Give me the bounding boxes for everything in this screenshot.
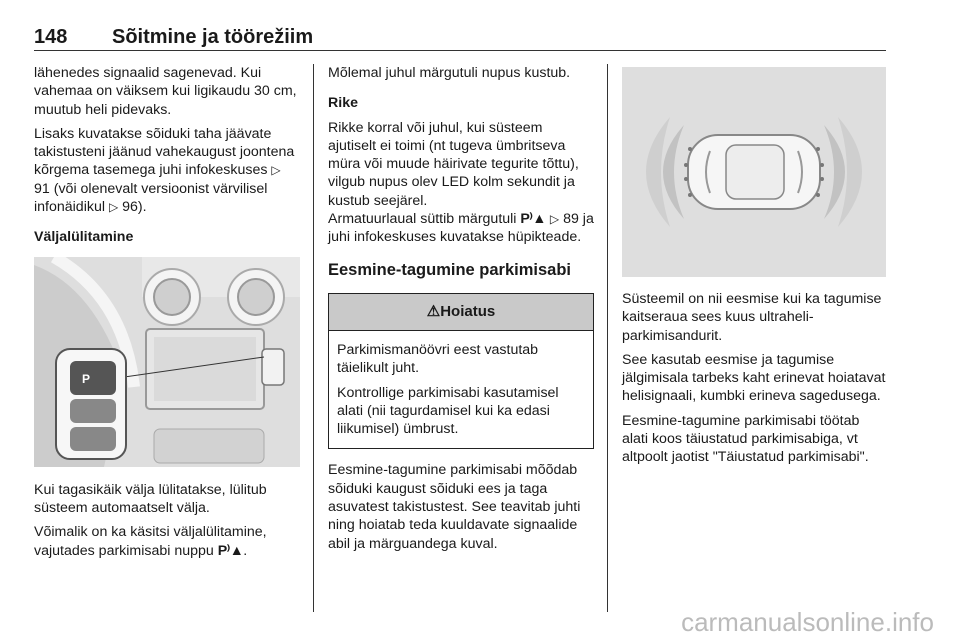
page-number: 148 (34, 26, 68, 48)
paragraph: See kasutab eesmise ja tagumise jälgimisala tarbeks kaht erinevat hoiatavat helisignaali, kumbki erineva sagedusega. (622, 351, 886, 405)
paragraph: Kui tagasikäik välja lülitatakse, lülitub süsteem automaatselt välja. (34, 481, 267, 516)
page-ref-icon: ▷ (271, 163, 281, 178)
column-1 (34, 64, 300, 566)
rike-heading: Rike (328, 95, 358, 112)
paragraph: Eesmine-tagumine parkimisabi töötab alati koos täiustatud parkimisabiga, vt altpoolt jaotist "Täiustatud parkimisabi". (622, 412, 869, 466)
paragraph: Eesmine-tagumine parkimisabi mõõdab sõiduki kaugust sõiduki ees ja taga asuvatest takistustest. See teavitab juhti ning hoiatab teda kuuldavate signaalide abil ja märguandega kuval. (328, 462, 581, 552)
column-3 (622, 290, 888, 473)
page-ref-icon: ▷ (108, 200, 119, 215)
section-heading: Eesmine-tagumine parkimisabi (328, 260, 571, 279)
chapter-title: Sõitmine ja töörežiim (112, 26, 314, 48)
watermark: carmanualsonline.info (681, 607, 934, 637)
paragraph: Lisaks kuvatakse sõiduki taha jäävate takistusteni jäänud vahekaugust joontena kõrgema tasemega juhi infokeskuses ▷ 91 (või olenevalt versioonist värvilisel infonäidikul ▷ 96). (34, 125, 295, 216)
page-ref: 91 (34, 180, 50, 197)
paragraph: lähenedes signaalid sagenevad. Kui vahemaa on väiksem kui ligikaudu 30 cm, muutub heli pidevaks. (34, 65, 297, 118)
page-header (34, 26, 886, 50)
section-heading: Väljalülitamine (34, 229, 134, 246)
warning-icon: ⚠ (426, 302, 441, 320)
park-assist-symbol-icon: P⁾▲ (520, 211, 546, 228)
page-ref: 96 (122, 199, 138, 216)
header-rule (34, 50, 886, 51)
column-divider (607, 64, 608, 612)
parking-button-label: P (82, 371, 91, 386)
column-divider (313, 64, 314, 612)
warning-title: Hoiatus (440, 302, 496, 320)
paragraph: Võimalik on ka käsitsi väljalülitamine, vajutades parkimisabi nuppu P⁾▲. (34, 524, 267, 559)
page-ref-icon: ▷ (549, 212, 560, 227)
dashboard-button-image (34, 257, 300, 467)
column-2 (328, 64, 594, 559)
paragraph: Kontrollige parkimisabi kasutamisel alati (nii tagurdamisel kui ka edasi liikumisel) ümbrust. (337, 384, 559, 438)
page-ref: 89 (563, 211, 579, 228)
sensor-coverage-image (622, 67, 886, 277)
paragraph: Armatuurlaual süttib märgutuli P⁾▲ ▷ 89 ja juhi infokeskuses kuvatakse hüpikteade. (328, 211, 594, 246)
park-assist-symbol-icon: P⁾▲ (217, 542, 244, 559)
warning-box (328, 293, 594, 449)
warning-body (329, 331, 593, 448)
paragraph: Parkimismanöövri eest vastutab täielikult juht. (337, 341, 539, 377)
warning-header (329, 294, 593, 331)
paragraph: Mõlemal juhul märgutuli nupus kustub. (328, 65, 571, 81)
paragraph: Rikke korral või juhul, kui süsteem ajutiselt ei toimi (nt tugeva ümbritseva müra või muude häirivate tegurite tõttu), vilgub nupus olev LED kolm sekundit ja kustub seejärel. (328, 119, 579, 209)
paragraph: Süsteemil on nii eesmise kui ka tagumise kaitseraua sees kuus ultraheli-parkimisandurit. (622, 291, 882, 344)
